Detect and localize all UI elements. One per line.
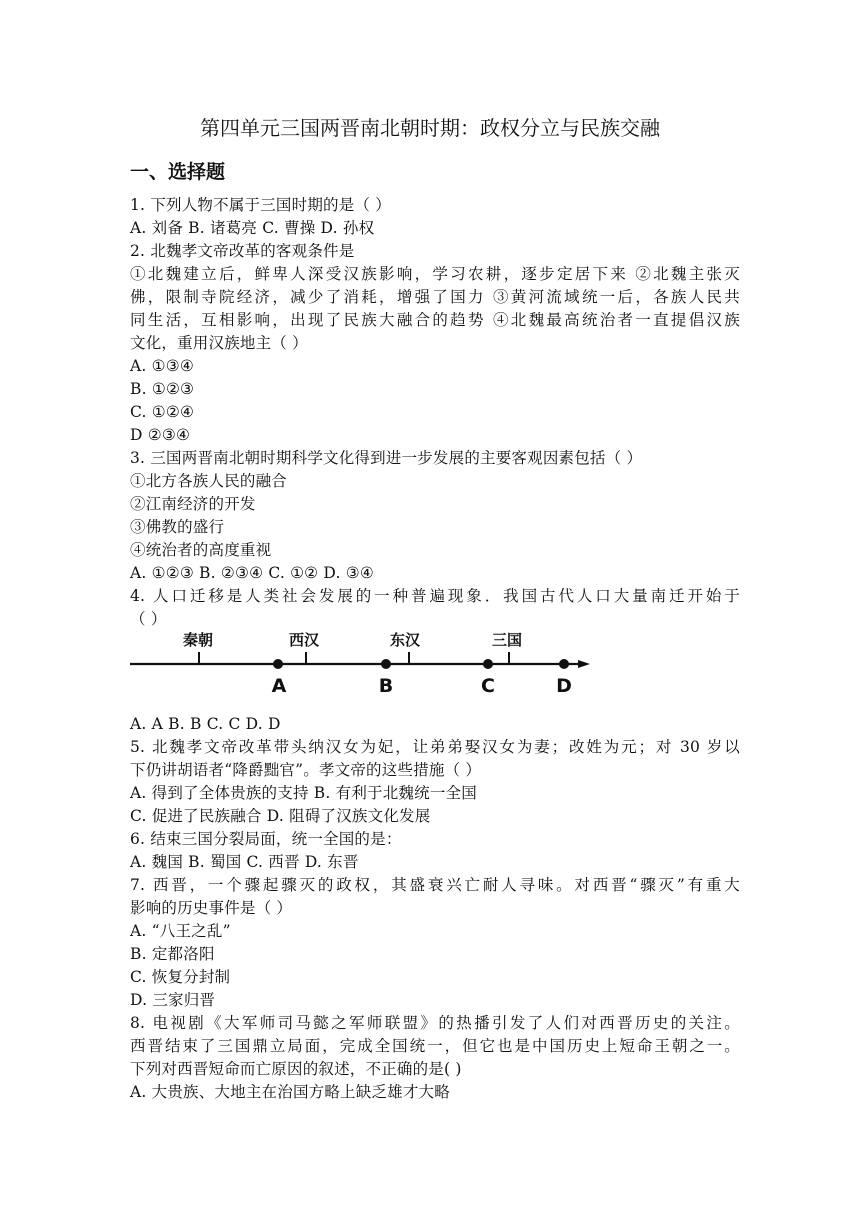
- question-7-option-d: D. 三家归晋: [130, 991, 216, 1009]
- question-8-stem-cont: 下列对西晋短命而亡原因的叙述，不正确的是( ): [130, 1060, 462, 1078]
- question-3-item: ①北方各族人民的融合: [130, 472, 288, 490]
- period-label-qin: 秦朝: [182, 631, 214, 649]
- question-8-option-a: A. 大贵族、大地主在治国方略上缺乏雄才大略: [130, 1083, 450, 1101]
- question-8-stem-cont: 西晋结束了三国鼎立局面，完成全国统一，但它也是中国历史上短命王朝之一。: [130, 1037, 740, 1055]
- question-2-text-line: 佛，限制寺院经济，减少了消耗，增强了国力 ③黄河流域统一后，各族人民共: [130, 288, 740, 306]
- point-d-marker: [559, 659, 569, 669]
- question-2-text-line: 同生活，互相影响，出现了民族大融合的趋势 ④北魏最高统治者一直提倡汉族: [130, 311, 740, 329]
- question-1-stem: 1. 下列人物不属于三国时期的是（ ）: [130, 196, 391, 214]
- question-7-option-a: A. “八王之乱”: [130, 922, 231, 940]
- page-title: 第四单元三国两晋南北朝时期：政权分立与民族交融: [200, 116, 660, 140]
- point-c-marker: [483, 659, 493, 669]
- question-2-text-line: 文化，重用汉族地主（ ）: [130, 334, 308, 352]
- timeline-arrow: [578, 660, 590, 668]
- question-2-option-c: C. ①②④: [130, 403, 195, 421]
- question-5-options: C. 促进了民族融合 D. 阻碍了汉族文化发展: [130, 807, 431, 825]
- question-7-stem-cont: 影响的历史事件是（ ）: [130, 899, 293, 917]
- period-label-three-kingdoms: 三国: [491, 631, 523, 649]
- question-3-stem: 3. 三国两晋南北朝时期科学文化得到进一步发展的主要客观因素包括（ ）: [130, 449, 643, 467]
- question-6-options: A. 魏国 B. 蜀国 C. 西晋 D. 东晋: [130, 853, 359, 871]
- question-3-item: ②江南经济的开发: [130, 495, 256, 513]
- question-6-stem: 6. 结束三国分裂局面，统一全国的是：: [130, 830, 402, 848]
- question-2-stem: 2. 北魏孝文帝改革的客观条件是: [130, 242, 355, 260]
- question-4-stem: 4. 人口迁移是人类社会发展的一种普遍现象．我国古代人口大量南迁开始于: [130, 587, 740, 605]
- question-2-text-line: ①北魏建立后，鲜卑人深受汉族影响，学习农耕，逐步定居下来 ②北魏主张灭: [130, 265, 740, 283]
- question-2-option-d: D ②③④: [130, 426, 191, 444]
- point-b-label: B: [378, 675, 394, 697]
- question-2-option-a: A. ①③④: [130, 357, 194, 375]
- point-b-marker: [381, 659, 391, 669]
- timeline-figure: [128, 626, 598, 698]
- section-heading: 一、选择题: [130, 161, 226, 183]
- question-5-options: A. 得到了全体贵族的支持 B. 有利于北魏统一全国: [130, 784, 477, 802]
- question-1-options: A. 刘备 B. 诸葛亮 C. 曹操 D. 孙权: [130, 219, 375, 237]
- question-7-stem: 7. 西晋，一个骤起骤灭的政权，其盛衰兴亡耐人寻味。对西晋“骤灭”有重大: [130, 876, 740, 894]
- question-3-item: ③佛教的盛行: [130, 518, 225, 536]
- question-4-options: A. A B. B C. C D. D: [130, 715, 281, 733]
- point-d-label: D: [556, 675, 572, 697]
- question-5-stem-cont: 下仍讲胡语者“降爵黜官”。孝文帝的这些措施（ ）: [130, 761, 482, 779]
- question-7-option-b: B. 定都洛阳: [130, 945, 215, 963]
- point-a-marker: [273, 659, 283, 669]
- question-5-stem: 5. 北魏孝文帝改革带头纳汉女为妃，让弟弟娶汉女为妻；改姓为元；对 30 岁以: [130, 738, 740, 756]
- question-3-item: ④统治者的高度重视: [130, 541, 272, 559]
- period-label-western-han: 西汉: [288, 631, 320, 649]
- period-label-eastern-han: 东汉: [389, 631, 421, 649]
- question-4-stem-cont: （ ）: [130, 610, 167, 628]
- question-3-options: A. ①②③ B. ②③④ C. ①② D. ③④: [130, 564, 374, 582]
- point-a-label: A: [271, 675, 287, 697]
- question-7-option-c: C. 恢复分封制: [130, 968, 231, 986]
- point-c-label: C: [481, 675, 495, 697]
- question-2-option-b: B. ①②③: [130, 380, 195, 398]
- question-8-stem: 8. 电视剧《大军师司马懿之军师联盟》的热播引发了人们对西晋历史的关注。: [130, 1014, 740, 1032]
